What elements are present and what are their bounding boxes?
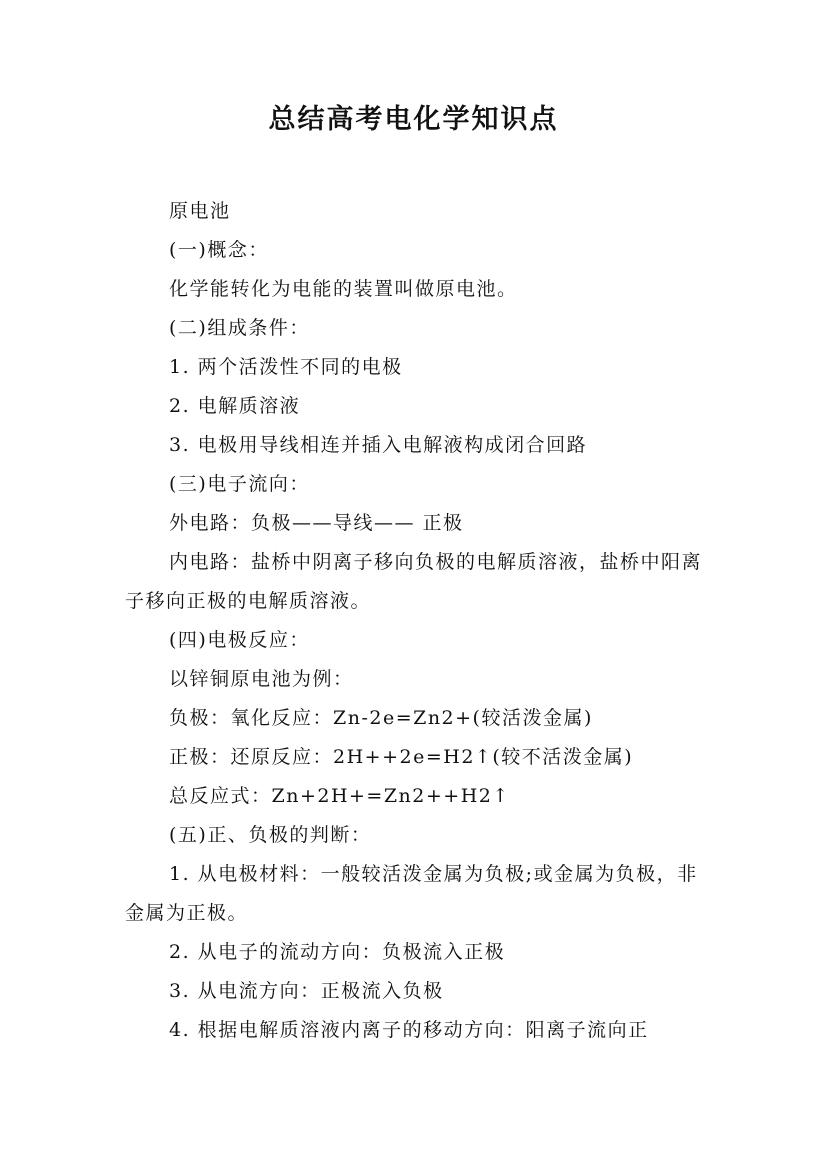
paragraph-judgment-2: 2. 从电子的流动方向：负极流入正极 — [169, 941, 506, 963]
paragraph-negative-electrode: 负极：氧化反应：Zn-2e=Zn2+(较活泼金属) — [169, 707, 593, 729]
paragraph-judgment-3: 3. 从电流方向：正极流入负极 — [169, 980, 444, 1002]
paragraph-electron-flow-heading: (三)电子流向： — [169, 473, 310, 495]
paragraph-condition-3: 3. 电极用导线相连并插入电解液构成闭合回路 — [169, 434, 588, 456]
paragraph-example-intro: 以锌铜原电池为例： — [169, 668, 354, 690]
paragraph-judgment-4: 4. 根据电解质溶液内离子的移动方向：阳离子流向正 — [169, 1019, 649, 1041]
paragraph-condition-2: 2. 电解质溶液 — [169, 395, 301, 417]
paragraph-judgment-1: 1. 从电极材料：一般较活泼金属为负极;或金属为负极，非金属为正极。 — [125, 863, 698, 924]
document-title: 总结高考电化学知识点 — [268, 104, 559, 135]
paragraph-section-heading: 原电池 — [169, 200, 231, 222]
paragraph-conditions-heading: (二)组成条件： — [169, 317, 310, 339]
paragraph-electrode-reaction-heading: (四)电极反应： — [169, 629, 310, 651]
document-body — [125, 192, 705, 1050]
paragraph-judgment-heading: (五)正、负极的判断： — [169, 824, 372, 846]
paragraph-concept-text: 化学能转化为电能的装置叫做原电池。 — [169, 278, 518, 300]
paragraph-external-circuit: 外电路：负极——导线—— 正极 — [169, 512, 464, 534]
paragraph-internal-circuit: 内电路：盐桥中阴离子移向负极的电解质溶液，盐桥中阳离子移向正极的电解质溶液。 — [125, 551, 703, 612]
paragraph-condition-1: 1. 两个活泼性不同的电极 — [169, 356, 403, 378]
paragraph-positive-electrode: 正极：还原反应：2H++2e=H2↑(较不活泼金属) — [169, 746, 634, 768]
paragraph-total-reaction: 总反应式：Zn+2H+=Zn2++H2↑ — [169, 785, 510, 807]
paragraph-concept-heading: (一)概念： — [169, 239, 269, 261]
